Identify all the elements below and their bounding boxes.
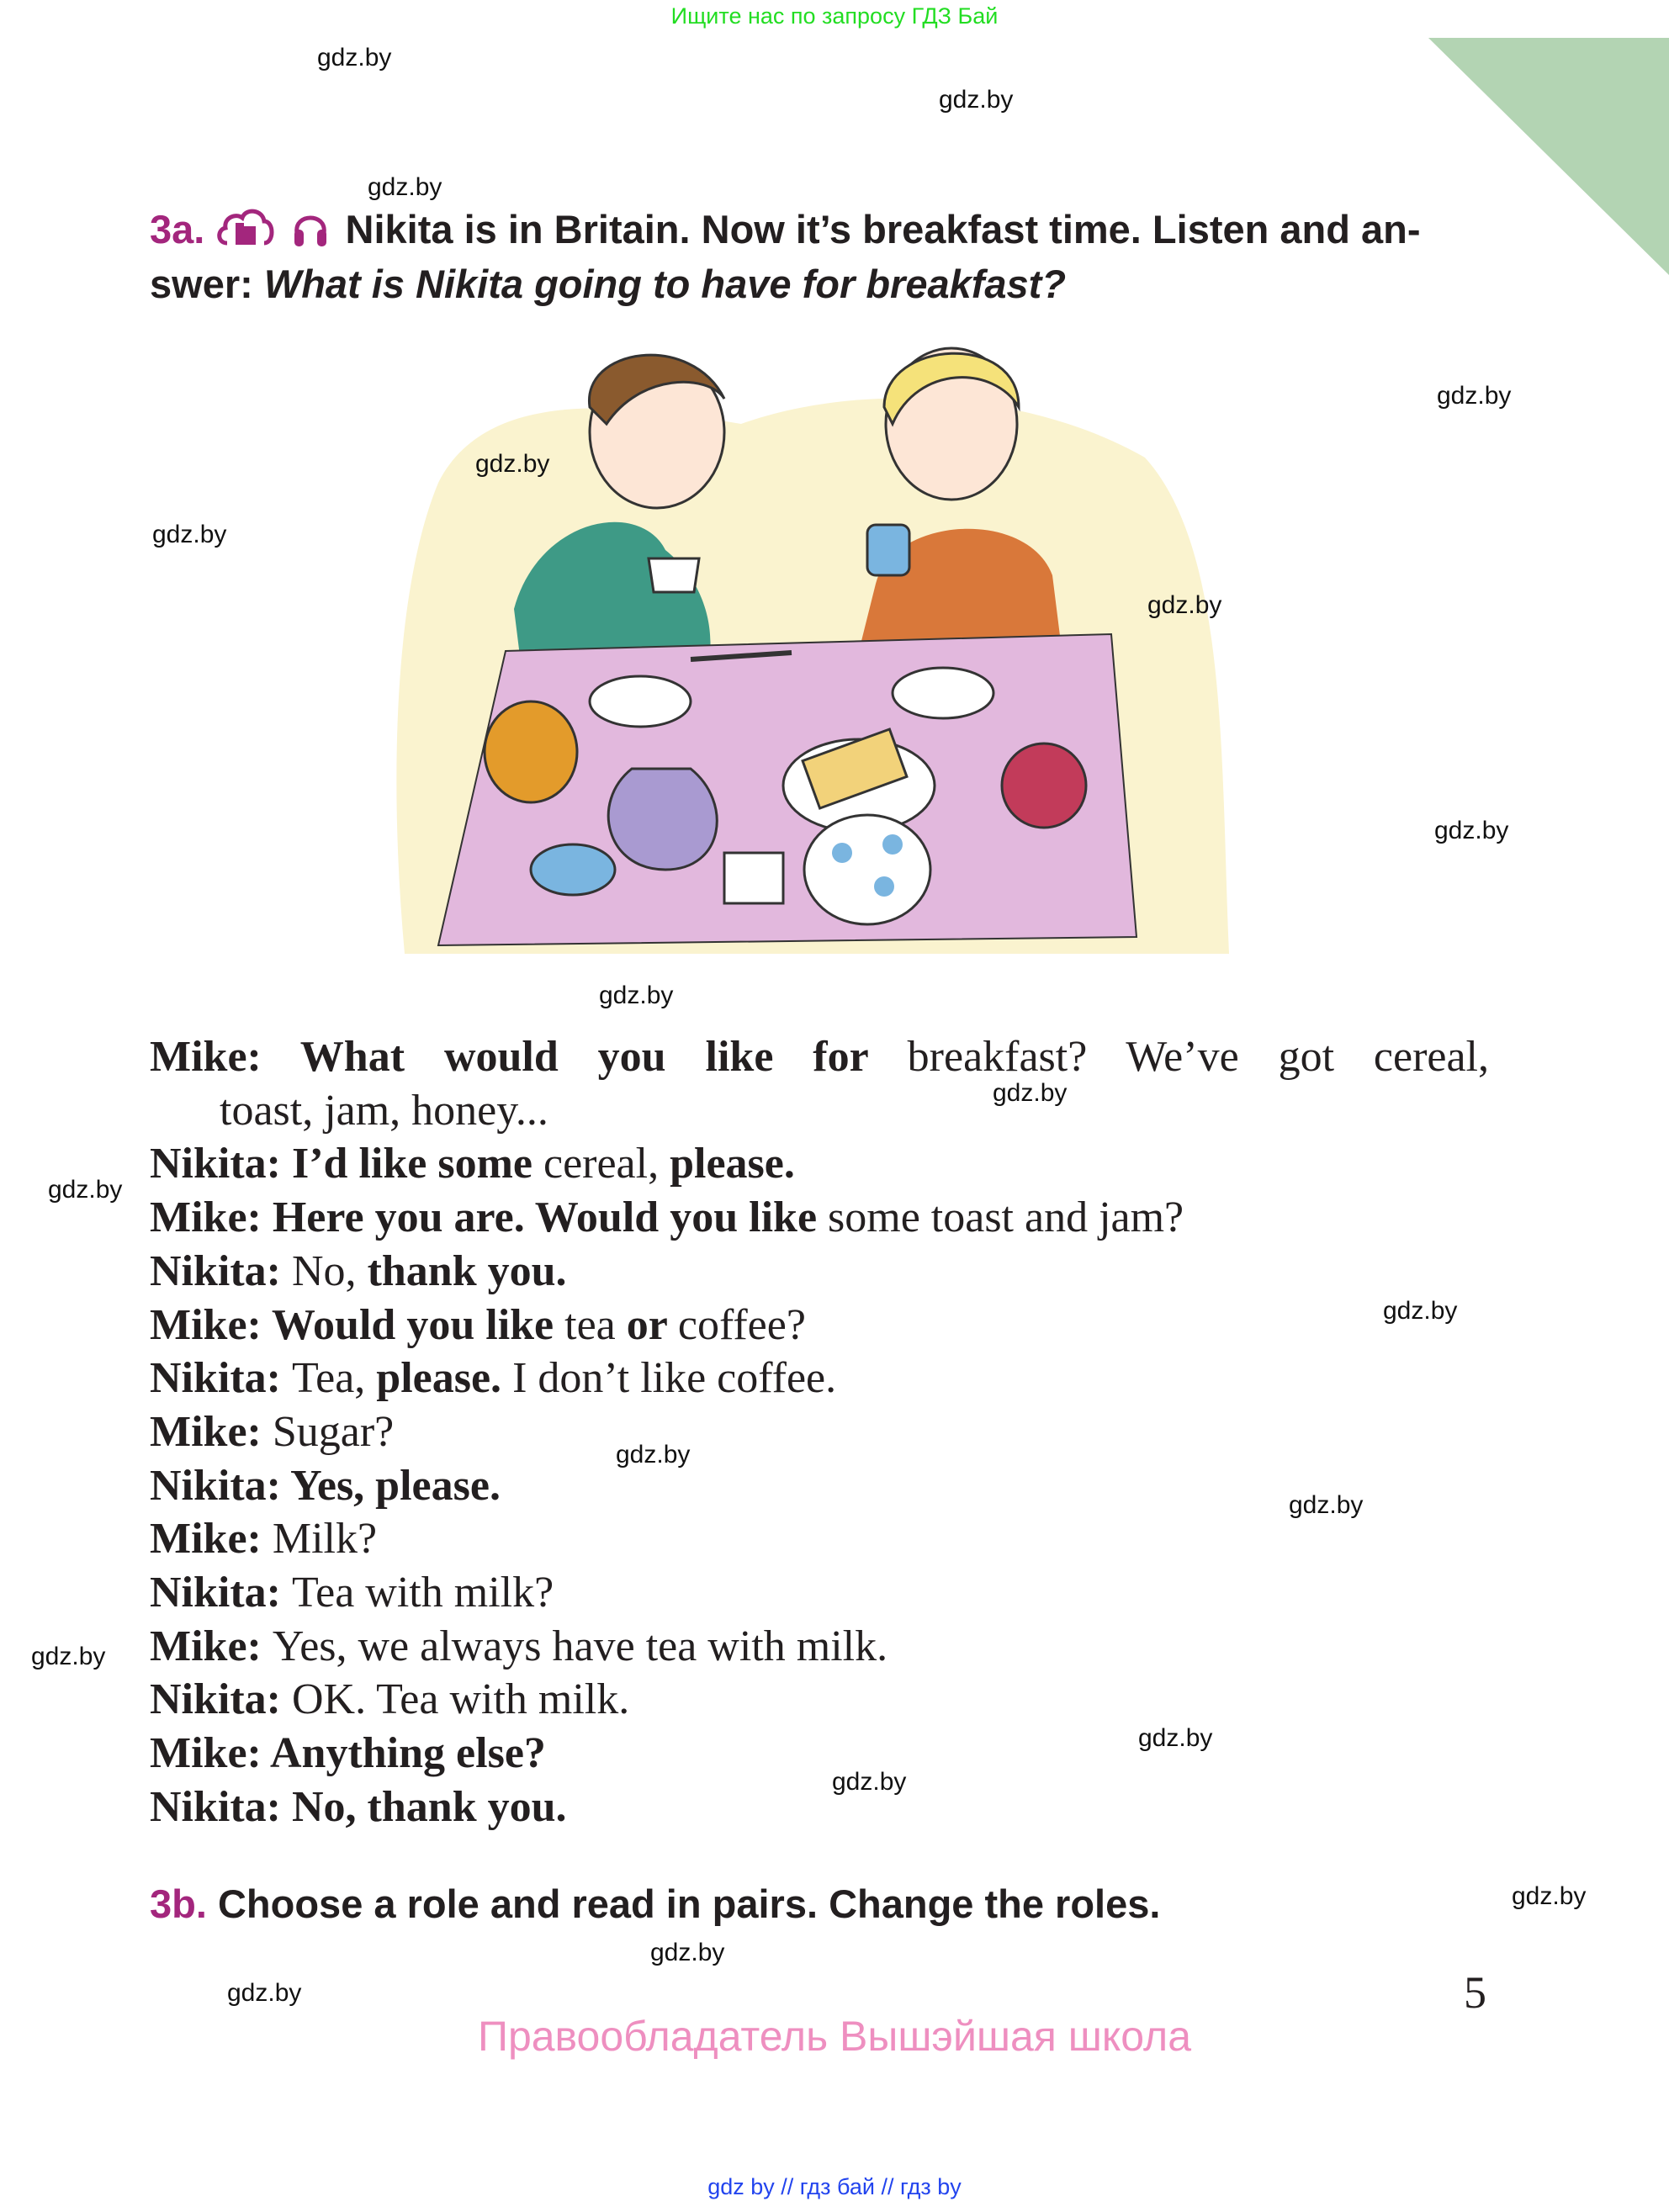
search-banner: Ищите нас по запросу ГДЗ Бай <box>670 3 999 29</box>
dialogue-segment: or <box>626 1300 678 1349</box>
dialogue-segment: some toast and jam? <box>828 1193 1184 1242</box>
watermark: gdz.by <box>475 450 550 478</box>
dialogue-segment: breakfast? We’ve got cereal, <box>907 1033 1489 1081</box>
dialogue-segment: coffee? <box>677 1300 806 1349</box>
dialogue-segment: Nikita: No, thank you. <box>150 1782 567 1831</box>
watermark: gdz.by <box>152 521 227 548</box>
dialogue-segment: thank you. <box>367 1246 567 1295</box>
dialogue-line <box>150 1084 1489 1138</box>
dialogue-line <box>150 1566 1489 1620</box>
dialogue-segment: tea <box>564 1300 627 1349</box>
task-3b-heading <box>150 1881 1160 1927</box>
dialogue-line <box>150 1620 1489 1674</box>
dialogue-segment: Nikita: I’d like some <box>150 1140 543 1188</box>
headphones-icon <box>292 206 329 259</box>
watermark: gdz.by <box>317 44 392 71</box>
dialogue-segment: Mike: <box>150 1622 273 1670</box>
cloud-folder-icon <box>215 206 276 259</box>
watermark: gdz.by <box>227 1979 302 2007</box>
dialogue-segment: please. <box>376 1354 513 1403</box>
dialogue-line <box>150 1137 1489 1191</box>
task-instruction-cont: swer: <box>150 262 264 306</box>
dialogue-segment: Tea, <box>292 1354 377 1403</box>
dialogue-segment: please. <box>670 1140 795 1188</box>
watermark: gdz.by <box>1383 1297 1458 1325</box>
watermark: gdz.by <box>1434 817 1509 844</box>
dialogue-segment: Mike: What would you like for <box>150 1033 908 1081</box>
dialogue-segment: Nikita: <box>150 1569 292 1617</box>
page-number: 5 <box>1464 1967 1486 2018</box>
dialogue-line <box>150 1405 1489 1459</box>
dialogue-segment: toast, jam, honey... <box>220 1086 548 1135</box>
task-3a-heading <box>150 204 1513 309</box>
copyright-owner: Правообладатель Вышэйшая школа <box>478 2013 1191 2060</box>
breakfast-illustration <box>388 331 1248 959</box>
dialogue-line <box>150 1512 1489 1566</box>
dialogue-segment: Yes, we always have tea with milk. <box>272 1622 888 1670</box>
dialogue-segment: Mike: <box>150 1515 273 1564</box>
dialogue-segment: Mike: <box>150 1407 273 1456</box>
dialogue-line <box>150 1299 1489 1352</box>
watermark: gdz.by <box>31 1643 106 1670</box>
watermark: gdz.by <box>48 1176 123 1204</box>
dialogue-line <box>150 1727 1489 1781</box>
dialogue-segment: Nikita: <box>150 1246 292 1295</box>
dialogue-segment: Mike: Anything else? <box>150 1729 546 1778</box>
dialogue-line <box>150 1245 1489 1299</box>
dialogue-segment: Nikita: <box>150 1675 292 1724</box>
task-question: What is Nikita going to have for breakfast? <box>263 262 1067 306</box>
dialogue-segment: OK. Tea with milk. <box>292 1675 630 1724</box>
dialogue-line <box>150 1030 1489 1084</box>
watermark: gdz.by <box>1289 1491 1364 1519</box>
dialogue-segment: Tea with milk? <box>292 1569 554 1617</box>
footer-links[interactable]: gdz by // гдз бай // гдз by <box>707 2174 962 2199</box>
dialogue-segment: Nikita: Yes, please. <box>150 1461 501 1510</box>
dialogue-segment: I don’t like coffee. <box>512 1354 837 1403</box>
dialogue-segment: cereal, <box>543 1140 670 1188</box>
watermark: gdz.by <box>599 982 674 1009</box>
watermark: gdz.by <box>650 1939 725 1966</box>
dialogue-line <box>150 1352 1489 1405</box>
watermark: gdz.by <box>616 1441 691 1468</box>
task-number: 3a. <box>150 207 205 251</box>
task-number: 3b. <box>150 1881 207 1926</box>
dialogue-segment: Sugar? <box>272 1407 395 1456</box>
dialogue-segment: Nikita: <box>150 1354 292 1403</box>
dialogue-segment: Mike: Here you are. Would you like <box>150 1193 829 1242</box>
watermark: gdz.by <box>1512 1882 1587 1910</box>
watermark: gdz.by <box>939 86 1014 114</box>
dialogue-line <box>150 1781 1489 1834</box>
dialogue-segment: Mike: Would you like <box>150 1300 565 1349</box>
dialogue <box>150 1030 1489 1834</box>
dialogue-segment: Milk? <box>272 1515 378 1564</box>
dialogue-line <box>150 1191 1489 1245</box>
watermark: gdz.by <box>832 1768 907 1796</box>
dialogue-segment: No, <box>292 1246 368 1295</box>
watermark: gdz.by <box>993 1079 1068 1107</box>
watermark: gdz.by <box>1138 1724 1213 1752</box>
watermark: gdz.by <box>1437 382 1512 410</box>
watermark: gdz.by <box>368 173 442 201</box>
task-instruction: Nikita is in Britain. Now it’s breakfast time. Listen and an- <box>345 207 1421 251</box>
task-instruction: Choose a role and read in pairs. Change the roles. <box>217 1881 1161 1926</box>
watermark: gdz.by <box>1147 591 1222 619</box>
dialogue-line <box>150 1673 1489 1727</box>
